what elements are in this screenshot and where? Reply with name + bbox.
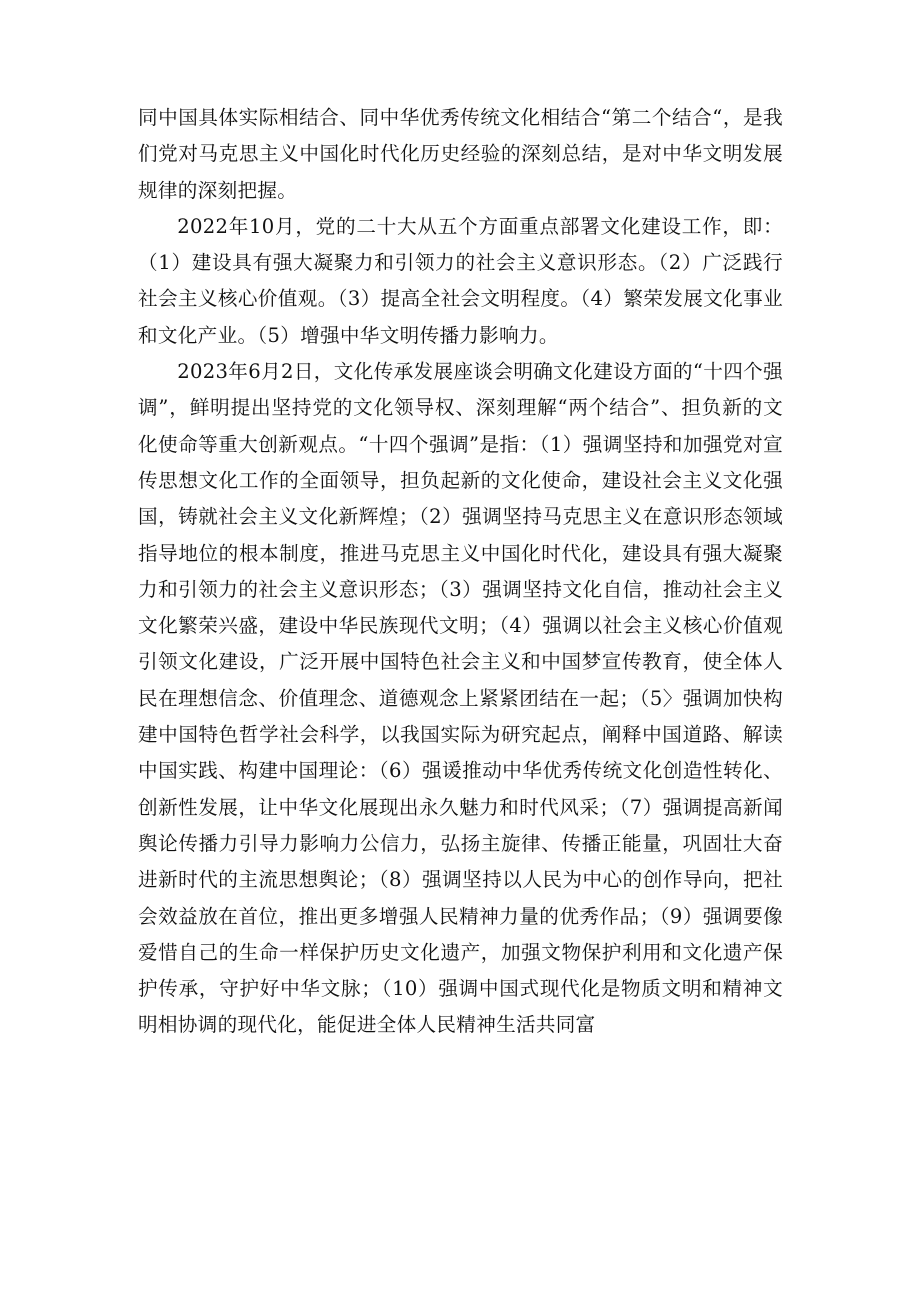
paragraph-2: 2022年10月，党的二十大从五个方面重点部署文化建设工作，即：（1）建设具有强大凝聚力和引领力的社会主义意识形态。（2）广泛践行社会主义核心价值观。（3）提高全社会文明程度。（4）繁荣发展文化事业和文化产业。（5）增强中华文明传播力影响力。 [138,214,783,347]
paragraph-1: 同中国具体实际相结合、同中华优秀传统文化相结合“第二个结合“，是我们党对马克思主义中国化时代化历史经验的深刻总结，是对中华文明发展规律的深刻把握。 [138,106,783,202]
document-page [138,100,783,1044]
paragraph-3: 2023年6月2日，文化传承发展座谈会明确文化建设方面的“十四个强调”，鲜明提出坚持党的文化领导权、深刻理解“两个结合”、担负新的文化使命等重大创新观点。“十四个强调”是指：（1）强调坚持和加强党对宣传思想文化工作的全面领导，担负起新的文化使命，建设社会主义文化强国，铸就社会主义文化新辉煌；（2）强调坚持马克思主义在意识形态领域指导地位的根本制度，推进马克思主义中国化时代化，建设具有强大凝聚力和引领力的社会主义意识形态；（3）强调坚持文化自信，推动社会主义文化繁荣兴盛，建设中华民族现代文明；（4）强调以社会主义核心价值观引领文化建设，广泛开展中国特色社会主义和中国梦宣传教育，使全体人民在理想信念、价值理念、道德观念上紧紧团结在一起；（5〉强调加快构建中国特色哲学社会科学，以我国实际为研究起点，阐释中国道路、解读中国实践、构建中国理论：（6）强谖推动中华优秀传统文化创造性转化、创新性发展，让中华文化展现出永久魅力和时代风采；（7）强调提高新闻舆论传播力引导力影响力公信力，弘扬主旋律、传播正能量，巩固壮大奋进新时代的主流思想舆论；（8）强调坚持以人民为中心的创作导向，把社会效益放在首位，推出更多增强人民精神力量的优秀作品；（9）强调要像爱惜自己的生命一样保护历史文化遗产，加强文物保护利用和文化遗产保护传承，守护好中华文脉；（10）强调中国式现代化是物质文明和精神文明相协调的现代化，能促进全体人民精神生活共同富 [138,360,783,1037]
